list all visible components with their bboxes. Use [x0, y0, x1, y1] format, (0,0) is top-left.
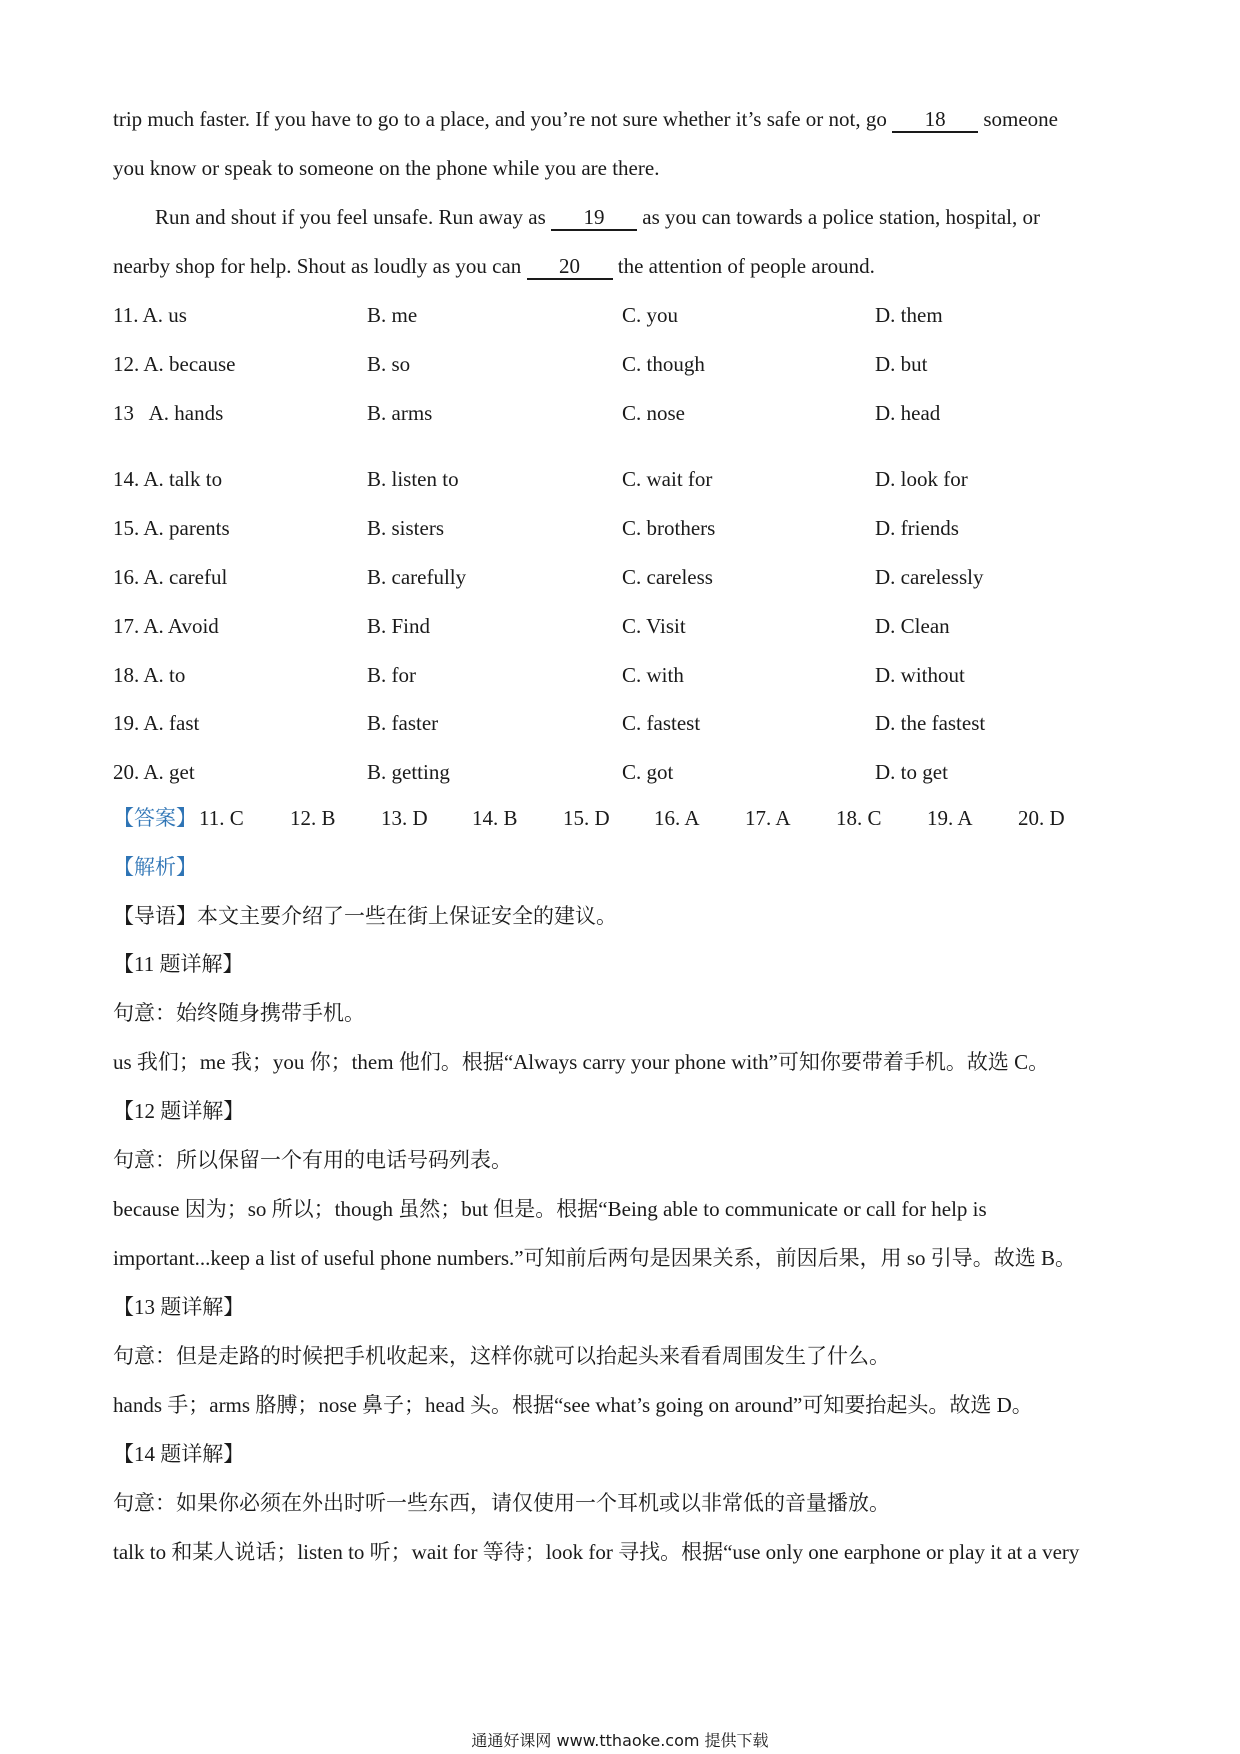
options-row-19: [113, 708, 1133, 738]
q13-meaning: 句意：但是走路的时候把手机收起来，这样你就可以抬起头来看看周围发生了什么。: [113, 1344, 890, 1368]
answer-item: 15. D: [563, 806, 610, 830]
q12-detail-1: because 因为；so 所以；though 虽然；but 但是。根据“Being able to communicate or call for help is: [113, 1197, 987, 1221]
answer-item: 20. D: [1018, 806, 1065, 830]
option-b: B. getting: [367, 760, 450, 784]
options-row-20: [113, 757, 1133, 787]
answer-item: 11. C: [199, 806, 244, 830]
option-d: D. but: [875, 352, 928, 376]
passage-text: nearby shop for help. Shout as loudly as you can: [113, 254, 522, 278]
q14-detail: talk to 和某人说话；listen to 听；wait for 等待；look for 寻找。根据“use only one earphone or play it at a very: [113, 1540, 1080, 1564]
answer-item: 19. A: [927, 806, 973, 830]
option-a: 12. A. because: [113, 352, 236, 376]
passage-line-2: you know or speak to someone on the phone while you are there.: [113, 156, 660, 180]
option-a: 11. A. us: [113, 303, 187, 327]
passage-text: Run and shout if you feel unsafe. Run away as: [155, 205, 546, 229]
q12-heading: 【12 题详解】: [113, 1099, 245, 1123]
option-a: 18. A. to: [113, 663, 186, 687]
option-b: B. me: [367, 303, 418, 327]
option-a: 15. A. parents: [113, 516, 230, 540]
option-b: B. faster: [367, 711, 439, 735]
option-d: D. them: [875, 303, 943, 327]
q11-detail: us 我们；me 我；you 你；them 他们。根据“Always carry your phone with”可知你要带着手机。故选 C。: [113, 1050, 1050, 1074]
option-d: D. without: [875, 663, 965, 687]
option-a: 16. A. careful: [113, 565, 228, 589]
option-d: D. look for: [875, 467, 968, 491]
answers-label: 【答案】: [113, 806, 197, 830]
passage-text: someone: [983, 107, 1059, 131]
option-c: C. with: [622, 663, 684, 687]
intro-line: 【导语】本文主要介绍了一些在街上保证安全的建议。: [113, 904, 617, 928]
q14-meaning: 句意：如果你必须在外出时听一些东西，请仅使用一个耳机或以非常低的音量播放。: [113, 1491, 890, 1515]
options-row-16: [113, 562, 1133, 592]
passage-line-1: [113, 104, 1058, 134]
analysis-label: 【解析】: [113, 855, 197, 879]
answer-item: 13. D: [381, 806, 428, 830]
answer-item: 16. A: [654, 806, 700, 830]
q13-heading: 【13 题详解】: [113, 1295, 245, 1319]
option-a: 17. A. Avoid: [113, 614, 219, 638]
option-b: B. Find: [367, 614, 431, 638]
passage-text: as you can towards a police station, hospital, or: [642, 205, 1040, 229]
option-c: C. Visit: [622, 614, 686, 638]
q12-detail-2: important...keep a list of useful phone numbers.”可知前后两句是因果关系，前因后果，用 so 引导。故选 B。: [113, 1246, 1076, 1270]
option-c: C. got: [622, 760, 674, 784]
blank-19: 19: [551, 205, 637, 231]
option-c: C. brothers: [622, 516, 716, 540]
option-d: D. carelessly: [875, 565, 984, 589]
option-b: B. arms: [367, 401, 433, 425]
options-row-14: [113, 464, 1133, 494]
q11-meaning: 句意：始终随身携带手机。: [113, 1001, 365, 1025]
blank-20: 20: [527, 254, 613, 280]
option-d: D. head: [875, 401, 941, 425]
passage-text: the attention of people around.: [617, 254, 875, 278]
passage-line-3: [155, 202, 1040, 232]
answer-item: 12. B: [290, 806, 336, 830]
options-row-13: [113, 398, 1133, 428]
option-b: B. sisters: [367, 516, 445, 540]
option-a: 20. A. get: [113, 760, 195, 784]
option-c: C. wait for: [622, 467, 713, 491]
option-a: 14. A. talk to: [113, 467, 223, 491]
options-row-12: [113, 349, 1133, 379]
option-b: B. for: [367, 663, 416, 687]
blank-18: 18: [892, 107, 978, 133]
option-b: B. carefully: [367, 565, 467, 589]
option-c: C. nose: [622, 401, 685, 425]
option-a: 13 A. hands: [113, 401, 224, 425]
q11-heading: 【11 题详解】: [113, 952, 244, 976]
option-c: C. careless: [622, 565, 713, 589]
option-c: C. though: [622, 352, 705, 376]
page-footer: 通通好课网 www.tthaoke.com 提供下载: [471, 1731, 769, 1750]
option-c: C. you: [622, 303, 679, 327]
option-a: 19. A. fast: [113, 711, 200, 735]
passage-text: trip much faster. If you have to go to a place, and you’re not sure whether it’s safe or not, go: [113, 107, 887, 131]
passage-line-4: [113, 251, 875, 281]
q14-heading: 【14 题详解】: [113, 1442, 245, 1466]
option-b: B. listen to: [367, 467, 459, 491]
option-d: D. the fastest: [875, 711, 986, 735]
options-row-17: [113, 611, 1133, 641]
options-row-18: [113, 660, 1133, 690]
q12-meaning: 句意：所以保留一个有用的电话号码列表。: [113, 1148, 512, 1172]
answer-item: 17. A: [745, 806, 791, 830]
option-b: B. so: [367, 352, 411, 376]
option-c: C. fastest: [622, 711, 701, 735]
q13-detail: hands 手；arms 胳膊；nose 鼻子；head 头。根据“see what’s going on around”可知要抬起头。故选 D。: [113, 1393, 1033, 1417]
option-d: D. to get: [875, 760, 948, 784]
answer-item: 18. C: [836, 806, 882, 830]
answer-item: 14. B: [472, 806, 518, 830]
option-d: D. Clean: [875, 614, 950, 638]
option-d: D. friends: [875, 516, 959, 540]
options-row-15: [113, 513, 1133, 543]
options-row-11: [113, 300, 1133, 330]
